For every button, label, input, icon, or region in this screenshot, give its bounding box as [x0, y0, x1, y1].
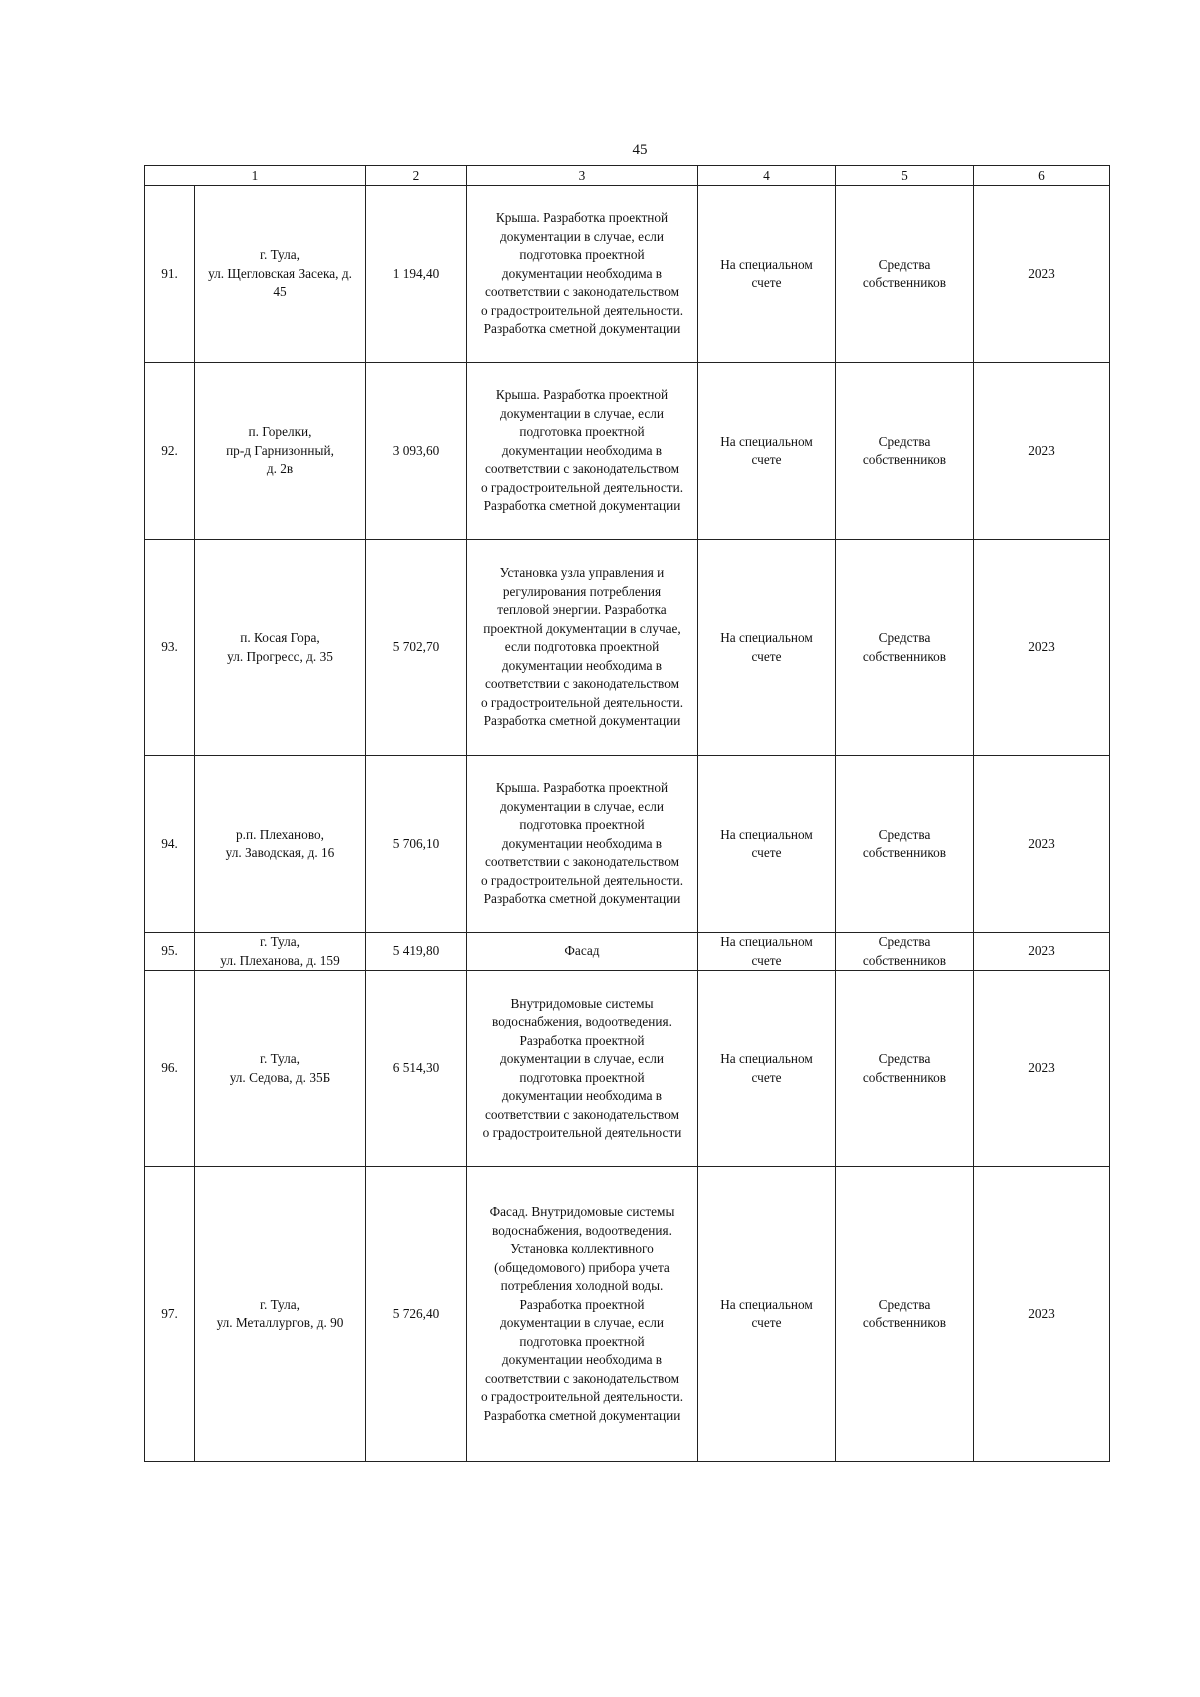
table-body	[145, 166, 1110, 1462]
page-number: 45	[632, 142, 648, 158]
area-cell	[366, 363, 467, 540]
account-cell	[698, 933, 836, 971]
account-cell-line: счете	[751, 845, 782, 860]
work-type-cell	[467, 971, 698, 1167]
year-cell-line: 2023	[1028, 1060, 1055, 1076]
address-cell	[195, 186, 366, 363]
work-type-cell-line: Разработка сметной документации	[483, 321, 681, 337]
address-cell-line: р.п. Плеханово,	[235, 826, 324, 842]
year-cell	[974, 186, 1110, 363]
capital-repair-table	[144, 165, 1110, 1462]
work-type-cell-line: Разработка сметной документации	[483, 1407, 681, 1423]
address-cell	[195, 933, 366, 971]
address-cell-line: пр-д Гарнизонный,	[226, 442, 334, 458]
work-type-cell-line: Разработка проектной	[519, 1032, 645, 1048]
header-cell-1: 1	[145, 166, 366, 186]
work-type-cell-line: Разработка сметной документации	[483, 498, 681, 514]
account-cell-line: счете	[751, 275, 782, 290]
address-cell-line: ул. Седова, д. 35Б	[229, 1069, 331, 1085]
funding-source-cell-line: Средства	[878, 433, 931, 449]
work-type-cell-line: подготовка проектной	[519, 1069, 645, 1085]
year-cell-line: 2023	[1028, 639, 1055, 655]
row-number	[145, 540, 195, 756]
year-cell	[974, 971, 1110, 1167]
funding-source-cell-line: собственников	[862, 648, 947, 664]
work-type-cell-line: о градостроительной деятельности.	[480, 479, 684, 495]
account-cell-line: На специальном	[720, 1296, 813, 1312]
work-type-cell-line: соответствии с законодательством	[484, 1106, 680, 1122]
work-type-cell-line: о градостроительной деятельности.	[480, 694, 684, 710]
work-type-cell-line: о градостроительной деятельности.	[480, 302, 684, 318]
header-cell-2: 2	[366, 166, 467, 186]
table-row	[145, 540, 1110, 756]
year-cell	[974, 933, 1110, 971]
account-cell	[698, 971, 836, 1167]
row-number	[145, 971, 195, 1167]
address-cell-line: п. Горелки,	[248, 424, 312, 440]
row-number-line: 96.	[161, 1060, 178, 1076]
row-number	[145, 186, 195, 363]
address-cell-line: д. 2в	[266, 461, 294, 477]
work-type-cell-line: подготовка проектной	[519, 817, 645, 833]
work-type-cell-line: регулирования потребления	[502, 583, 662, 599]
area-cell-line: 6 514,30	[392, 1060, 440, 1076]
work-type-cell	[467, 540, 698, 756]
funding-source-cell-line: Средства	[878, 934, 931, 949]
area-cell	[366, 756, 467, 933]
row-number-line: 95.	[161, 943, 178, 959]
row-number-line: 94.	[161, 835, 178, 851]
address-cell-line: ул. Щегловская Засека, д.	[208, 265, 352, 281]
table-row	[145, 933, 1110, 971]
year-cell-line: 2023	[1028, 835, 1055, 851]
work-type-cell-line: тепловой энергии. Разработка	[497, 602, 667, 618]
area-cell-line: 5 419,80	[392, 943, 440, 959]
work-type-cell	[467, 756, 698, 933]
address-cell	[195, 1167, 366, 1462]
funding-source-cell	[836, 971, 974, 1167]
work-type-cell-line: Разработка сметной документации	[483, 891, 681, 907]
account-cell	[698, 540, 836, 756]
account-cell-line: На специальном	[720, 433, 813, 449]
funding-source-cell-line: собственников	[862, 1315, 947, 1330]
work-type-cell-line: документации в случае, если	[500, 228, 664, 244]
work-type-cell-line: Разработка проектной	[519, 1296, 645, 1312]
work-type-cell-line: документации необходима в	[501, 835, 663, 851]
year-cell-line: 2023	[1028, 265, 1055, 281]
account-cell-line: На специальном	[720, 256, 813, 272]
work-type-cell-line: проектной документации в случае,	[483, 620, 681, 636]
table-row	[145, 971, 1110, 1167]
table-row	[145, 756, 1110, 933]
work-type-cell-line: документации в случае, если	[500, 1315, 664, 1330]
work-type-cell-line: водоснабжения, водоотведения.	[492, 1222, 672, 1238]
header-cell-6: 6	[974, 166, 1110, 186]
address-cell-line: ул. Плеханова, д. 159	[220, 952, 340, 968]
funding-source-cell-line: Средства	[878, 826, 931, 842]
work-type-cell-line: документации необходима в	[501, 265, 663, 281]
account-cell-line: На специальном	[720, 630, 813, 645]
work-type-cell	[467, 933, 698, 971]
year-cell-line: 2023	[1028, 943, 1055, 959]
account-cell	[698, 1167, 836, 1462]
work-type-cell	[467, 1167, 698, 1462]
year-cell	[974, 363, 1110, 540]
table-row	[145, 186, 1110, 363]
work-type-cell-line: Внутридомовые системы	[510, 995, 654, 1011]
work-type-cell-line: документации необходима в	[501, 1088, 663, 1103]
row-number	[145, 933, 195, 971]
funding-source-cell-line: собственников	[862, 1069, 947, 1085]
funding-source-cell	[836, 1167, 974, 1462]
work-type-cell-line: документации необходима в	[501, 1352, 663, 1367]
area-cell-line: 3 093,60	[392, 442, 440, 458]
account-cell	[698, 363, 836, 540]
work-type-cell-line: документации необходима в	[501, 657, 663, 673]
work-type-cell-line: Крыша. Разработка проектной	[495, 387, 669, 403]
header-cell-4: 4	[698, 166, 836, 186]
funding-source-cell	[836, 540, 974, 756]
row-number-line: 97.	[161, 1305, 178, 1321]
account-cell-line: счете	[751, 1069, 782, 1085]
work-type-cell-line: о градостроительной деятельности.	[480, 872, 684, 888]
work-type-cell-line: документации в случае, если	[500, 1051, 664, 1066]
work-type-cell-line: соответствии с законодательством	[484, 1370, 680, 1386]
work-type-cell-line: документации в случае, если	[500, 798, 664, 814]
work-type-cell-line: о градостроительной деятельности	[482, 1125, 682, 1140]
address-cell-line: 45	[273, 284, 287, 300]
funding-source-cell-line: собственников	[862, 275, 947, 290]
account-cell-line: На специальном	[720, 826, 813, 842]
work-type-cell-line: подготовка проектной	[519, 1333, 645, 1349]
year-cell-line: 2023	[1028, 1305, 1055, 1321]
work-type-cell-line: Разработка сметной документации	[483, 713, 681, 729]
account-cell-line: счете	[751, 648, 782, 664]
funding-source-cell-line: Средства	[878, 256, 931, 272]
header-cell-3: 3	[467, 166, 698, 186]
funding-source-cell	[836, 363, 974, 540]
year-cell	[974, 540, 1110, 756]
work-type-cell-line: соответствии с законодательством	[484, 854, 680, 870]
year-cell	[974, 756, 1110, 933]
address-cell-line: г. Тула,	[260, 1051, 300, 1066]
table-row	[145, 363, 1110, 540]
area-cell-line: 5 726,40	[392, 1305, 440, 1321]
funding-source-cell-line: собственников	[862, 452, 947, 467]
address-cell-line: ул. Металлургов, д. 90	[216, 1315, 344, 1330]
year-cell	[974, 1167, 1110, 1462]
account-cell-line: На специальном	[720, 1051, 813, 1066]
area-cell	[366, 971, 467, 1167]
work-type-cell-line: подготовка проектной	[519, 247, 645, 263]
work-type-cell-line: соответствии с законодательством	[484, 676, 680, 692]
work-type-cell-line: соответствии с законодательством	[484, 461, 680, 477]
funding-source-cell-line: Средства	[878, 630, 931, 645]
address-cell-line: г. Тула,	[260, 1296, 300, 1312]
address-cell-line: г. Тула,	[260, 247, 300, 263]
address-cell	[195, 540, 366, 756]
address-cell-line: ул. Заводская, д. 16	[225, 845, 335, 860]
work-type-cell-line: документации в случае, если	[500, 405, 664, 421]
area-cell	[366, 540, 467, 756]
row-number-line: 92.	[161, 442, 178, 458]
year-cell-line: 2023	[1028, 442, 1055, 458]
funding-source-cell	[836, 186, 974, 363]
work-type-cell-line: потребления холодной воды.	[500, 1278, 664, 1293]
account-cell	[698, 756, 836, 933]
row-number-line: 93.	[161, 639, 178, 655]
row-number	[145, 756, 195, 933]
work-type-cell-line: подготовка проектной	[519, 424, 645, 440]
work-type-cell	[467, 186, 698, 363]
funding-source-cell-line: собственников	[862, 952, 947, 968]
address-cell	[195, 971, 366, 1167]
work-type-cell-line: (общедомового) прибора учета	[494, 1259, 670, 1275]
funding-source-cell-line: собственников	[862, 845, 947, 860]
work-type-cell-line: Фасад	[564, 943, 600, 959]
address-cell-line: г. Тула,	[260, 934, 300, 949]
account-cell	[698, 186, 836, 363]
work-type-cell-line: соответствии с законодательством	[484, 284, 680, 300]
area-cell	[366, 186, 467, 363]
funding-source-cell-line: Средства	[878, 1051, 931, 1066]
account-cell-line: счете	[751, 452, 782, 467]
work-type-cell	[467, 363, 698, 540]
address-cell	[195, 756, 366, 933]
work-type-cell-line: Установка коллективного	[510, 1241, 654, 1256]
header-row	[145, 166, 1110, 186]
funding-source-cell	[836, 933, 974, 971]
work-type-cell-line: документации необходима в	[501, 442, 663, 458]
funding-source-cell	[836, 756, 974, 933]
row-number	[145, 1167, 195, 1462]
row-number-line: 91.	[161, 265, 178, 281]
work-type-cell-line: Крыша. Разработка проектной	[495, 210, 669, 226]
work-type-cell-line: Установка узла управления и	[499, 565, 665, 581]
area-cell-line: 5 706,10	[392, 835, 440, 851]
account-cell-line: счете	[751, 952, 782, 968]
header-cell-5: 5	[836, 166, 974, 186]
work-type-cell-line: водоснабжения, водоотведения.	[492, 1014, 672, 1029]
area-cell-line: 5 702,70	[392, 639, 440, 655]
account-cell-line: На специальном	[720, 934, 813, 949]
area-cell-line: 1 194,40	[392, 265, 440, 281]
account-cell-line: счете	[751, 1315, 782, 1330]
work-type-cell-line: если подготовка проектной	[504, 639, 660, 655]
area-cell	[366, 933, 467, 971]
address-cell-line: ул. Прогресс, д. 35	[227, 648, 333, 664]
work-type-cell-line: Крыша. Разработка проектной	[495, 780, 669, 796]
row-number	[145, 363, 195, 540]
address-cell-line: п. Косая Гора,	[240, 630, 320, 645]
table-row	[145, 1167, 1110, 1462]
funding-source-cell-line: Средства	[878, 1296, 931, 1312]
work-type-cell-line: о градостроительной деятельности.	[480, 1389, 684, 1404]
work-type-cell-line: Фасад. Внутридомовые системы	[489, 1204, 675, 1219]
address-cell	[195, 363, 366, 540]
area-cell	[366, 1167, 467, 1462]
